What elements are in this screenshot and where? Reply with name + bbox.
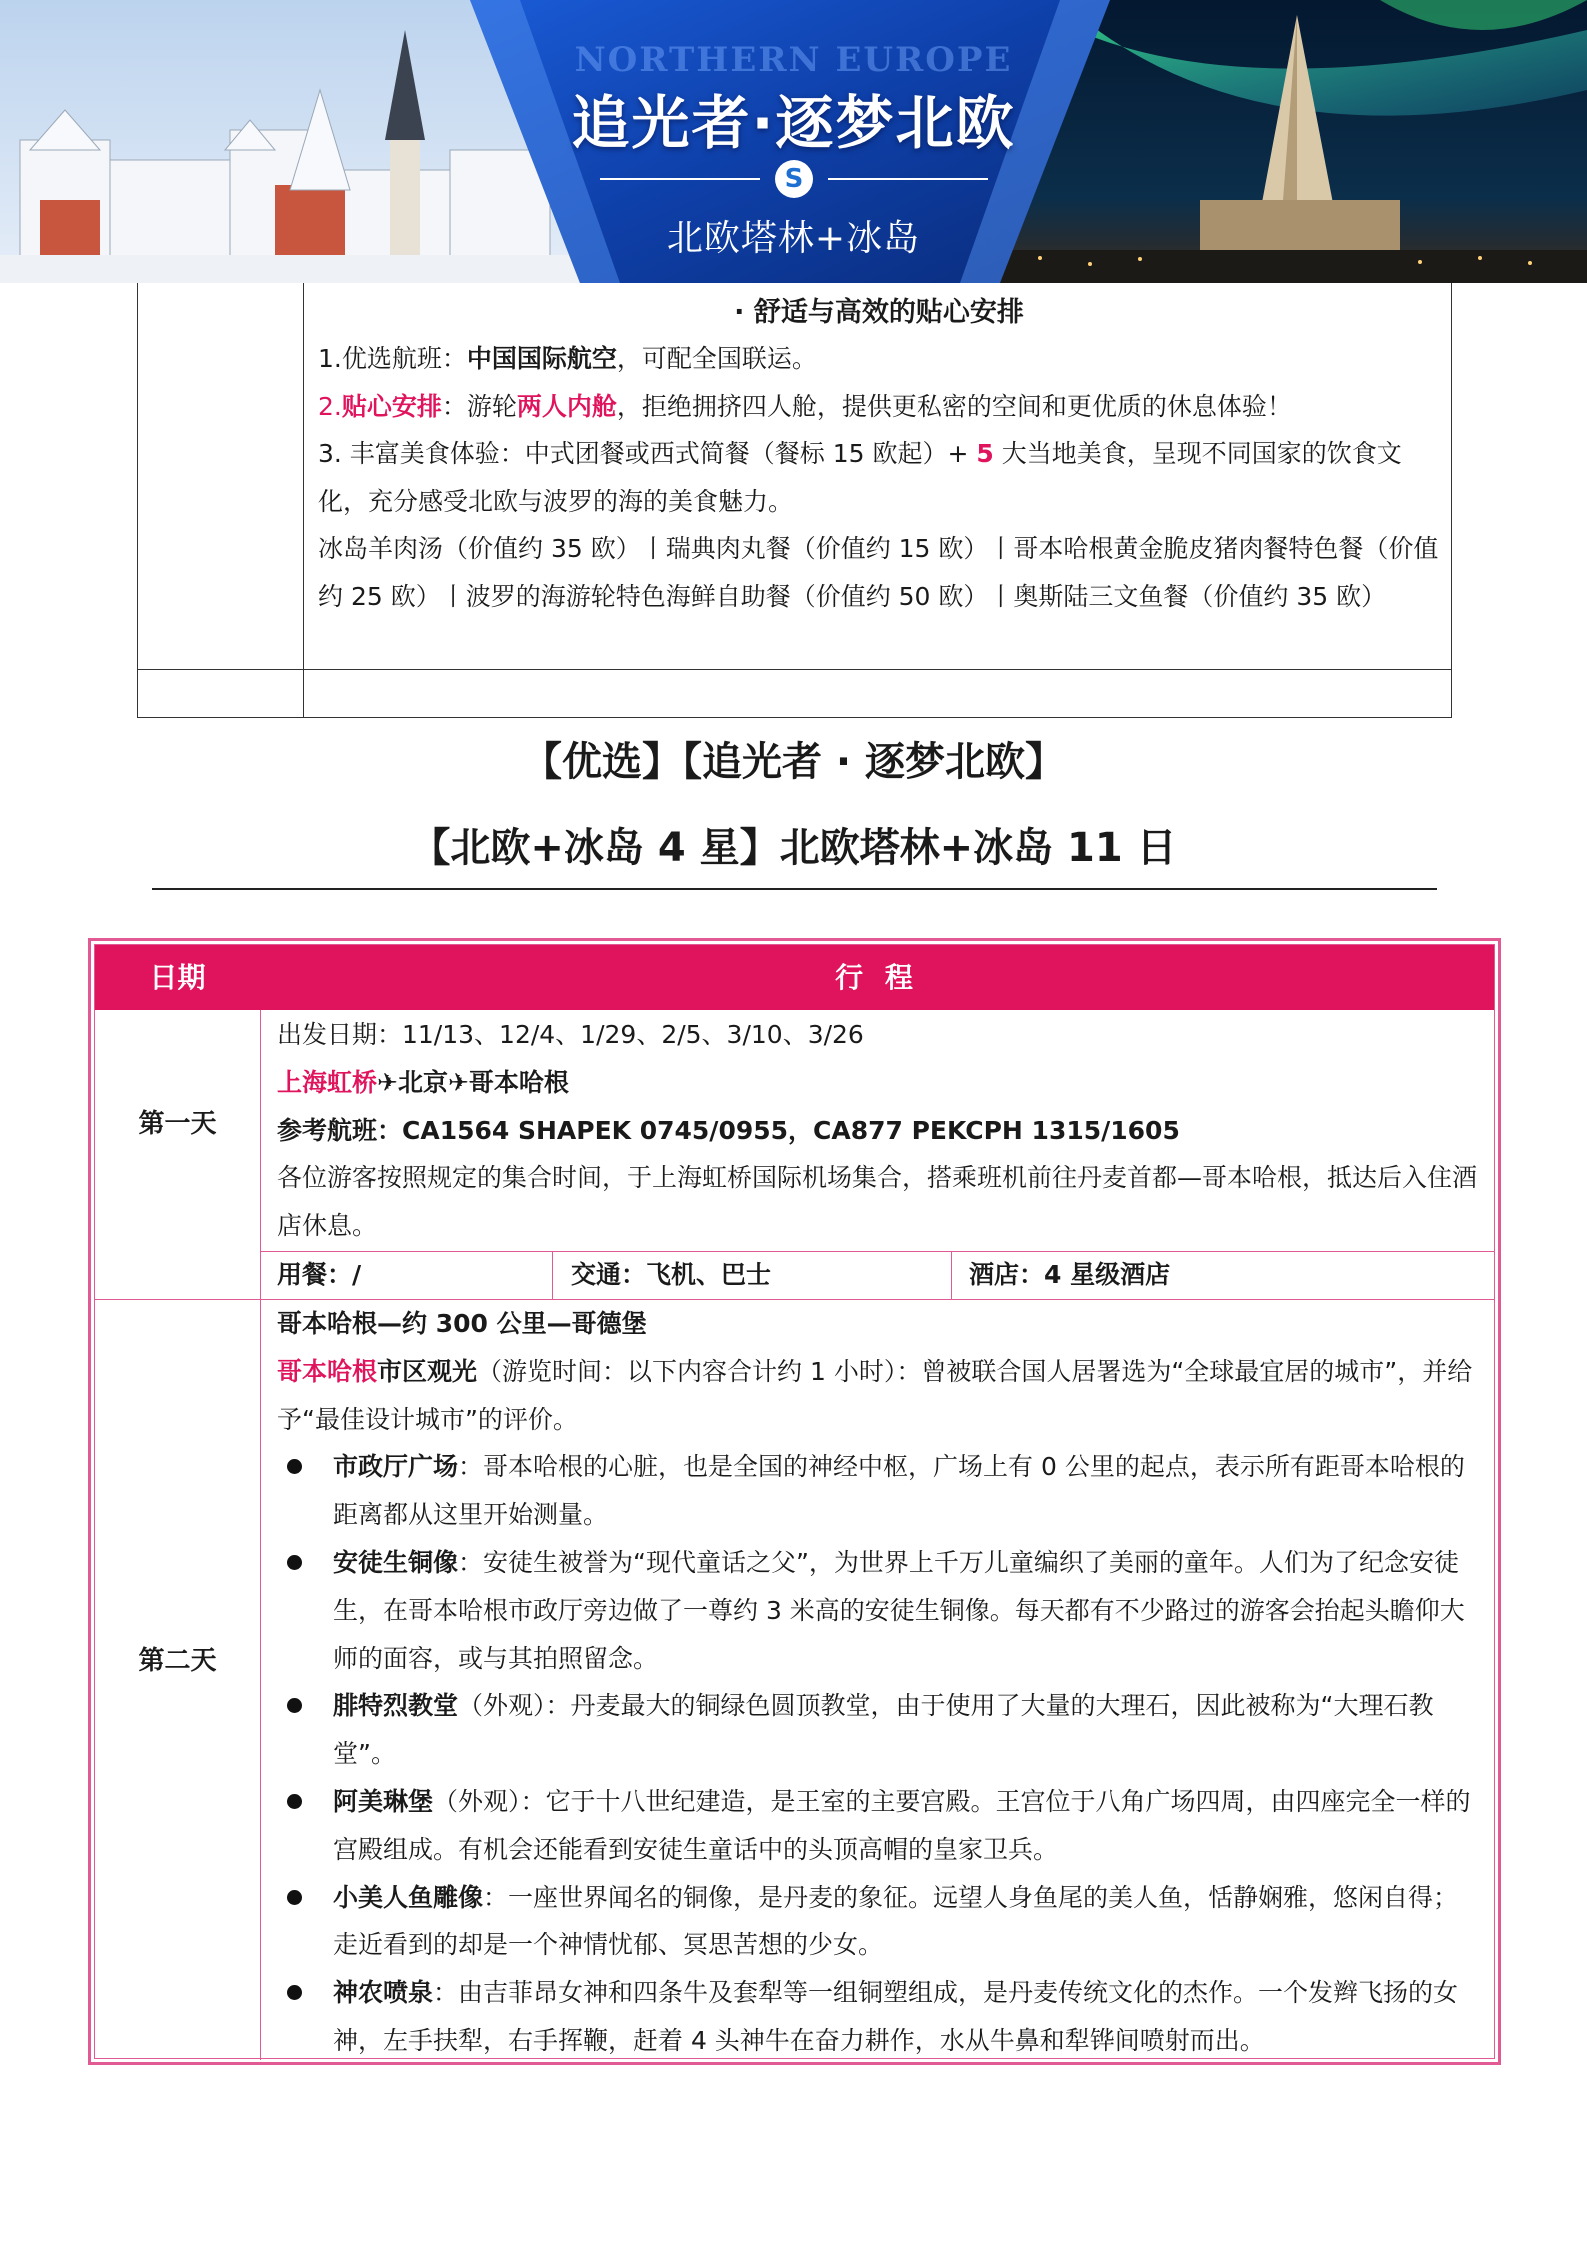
- attraction-list: [277, 1443, 1482, 2064]
- page-subtitle: 【北欧+冰岛 4 星】北欧塔林+冰岛 11 日: [410, 825, 1177, 871]
- page-title: 【优选】【追光者 · 逐梦北欧】: [521, 739, 1066, 785]
- cell-divider: [552, 1251, 553, 1299]
- table-divider: [303, 283, 304, 718]
- list-item: 神农喷泉：由吉菲昂女神和四条牛及套犁等一组铜塑组成，是丹麦传统文化的杰作。一个发辫飞扬的女神，左手扶犁，右手挥鞭，赶着 4 头神牛在奋力耕作，水从牛鼻和犁铧间喷射而出。: [277, 1969, 1482, 2065]
- arrangement-item-cabin: 2.贴心安排：游轮两人内舱，拒绝拥挤四人舱，提供更私密的空间和更优质的休息体验！: [318, 391, 1292, 421]
- itinerary-table-inner: [94, 944, 1495, 2059]
- itinerary-header-row: [95, 945, 1494, 1010]
- meal-info: 用餐：/: [277, 1260, 362, 1289]
- city-tour-intro: 哥本哈根市区观光（游览时间：以下内容合计约 1 小时）：曾被联合国人居署选为“全球最宜居的城市”，并给予“最佳设计城市”的评价。: [277, 1356, 1473, 1434]
- day-2-content: [277, 1300, 1482, 2065]
- arrangement-item-flight: 1.优选航班：中国国际航空，可配全国联运。: [318, 344, 817, 373]
- reference-flights: 参考航班：CA1564 SHAPEK 0745/0955，CA877 PEKCPH 1315/1605: [277, 1115, 1180, 1145]
- itinerary-table: [88, 938, 1501, 2065]
- list-item: 市政厅广场：哥本哈根的心脏，也是全国的神经中枢，广场上有 0 公里的起点，表示所有距哥本哈根的距离都从这里开始测量。: [277, 1443, 1482, 1539]
- bullet-icon: [287, 1459, 302, 1474]
- banner-english-title: NORTHERN EUROPE: [574, 40, 1013, 80]
- day-label: 第一天: [138, 1109, 217, 1139]
- departure-dates: 出发日期：11/13、12/4、1/29、2/5、3/10、3/26: [277, 1020, 864, 1049]
- list-item: 安徒生铜像：安徒生被誉为“现代童话之父”，为世界上千万儿童编织了美丽的童年。人们为了纪念安徒生，在哥本哈根市政厅旁边做了一尊约 3 米高的安徒生铜像。每天都有不少路过的游客会抬起头瞻仰大师的面容，或与其拍照留念。: [277, 1539, 1482, 1682]
- list-item: 腓特烈教堂（外观）：丹麦最大的铜绿色圆顶教堂，由于使用了大量的大理石，因此被称为“大理石教堂”。: [277, 1682, 1482, 1778]
- arrangement-heading: · 舒适与高效的贴心安排: [734, 297, 1024, 328]
- arrangement-item-food: 3. 丰富美食体验：中式团餐或西式简餐（餐标 15 欧起）+ 5 大当地美食，呈现不同国家的饮食文化，充分感受北欧与波罗的海的美食魅力。: [318, 439, 1402, 516]
- bullet-icon: [287, 1985, 302, 2000]
- day-1-services: [261, 1251, 1494, 1299]
- column-header-date: 日期: [149, 961, 206, 994]
- cell-divider: [951, 1251, 952, 1299]
- bullet-icon: [287, 1794, 302, 1809]
- banner-title: 追光者·逐梦北欧: [571, 89, 1016, 157]
- route: 哥本哈根—约 300 公里—哥德堡: [277, 1309, 647, 1338]
- day-description: 各位游客按照规定的集合时间，于上海虹桥国际机场集合，搭乘班机前往丹麦首都—哥本哈根，抵达后入住酒店休息。: [277, 1163, 1478, 1241]
- banner-subtitle: 北欧塔林+冰岛: [666, 218, 921, 259]
- brand-logo-icon: S: [775, 160, 813, 198]
- arrangement-table: [137, 283, 1452, 718]
- list-item: 阿美琳堡（外观）：它于十八世纪建造，是王室的主要宫殿。王宫位于八角广场四周，由四座完全一样的宫殿组成。有机会还能看到安徒生童话中的头顶高帽的皇家卫兵。: [277, 1778, 1482, 1874]
- bullet-icon: [287, 1890, 302, 1905]
- day-label: 第二天: [138, 1646, 217, 1676]
- hotel-info: 酒店：4 星级酒店: [969, 1260, 1171, 1289]
- arrangement-content: [318, 293, 1440, 620]
- title-divider: [152, 888, 1437, 890]
- list-item: 小美人鱼雕像：一座世界闻名的铜像，是丹麦的象征。远望人身鱼尾的美人鱼，恬静娴雅，悠闲自得；走近看到的却是一个神情忧郁、冥思苦想的少女。: [277, 1874, 1482, 1970]
- arrangement-food-list: 冰岛羊肉汤（价值约 35 欧）丨瑞典肉丸餐（价值约 15 欧）丨哥本哈根黄金脆皮猪肉餐特色餐（价值约 25 欧）丨波罗的海游轮特色海鲜自助餐（价值约 50 欧）丨奥斯陆三文鱼餐（价值约 35 欧）: [318, 534, 1439, 611]
- bullet-icon: [287, 1555, 302, 1570]
- column-divider: [260, 1010, 261, 2060]
- bullet-icon: [287, 1698, 302, 1713]
- route: 上海虹桥✈北京✈哥本哈根: [277, 1067, 569, 1097]
- column-header-trip: 行 程: [835, 961, 919, 994]
- transport-info: 交通：飞机、巴士: [571, 1260, 772, 1289]
- day-1-content: [277, 1011, 1482, 1250]
- table-divider: [138, 669, 1451, 670]
- header-banner: [0, 0, 1587, 283]
